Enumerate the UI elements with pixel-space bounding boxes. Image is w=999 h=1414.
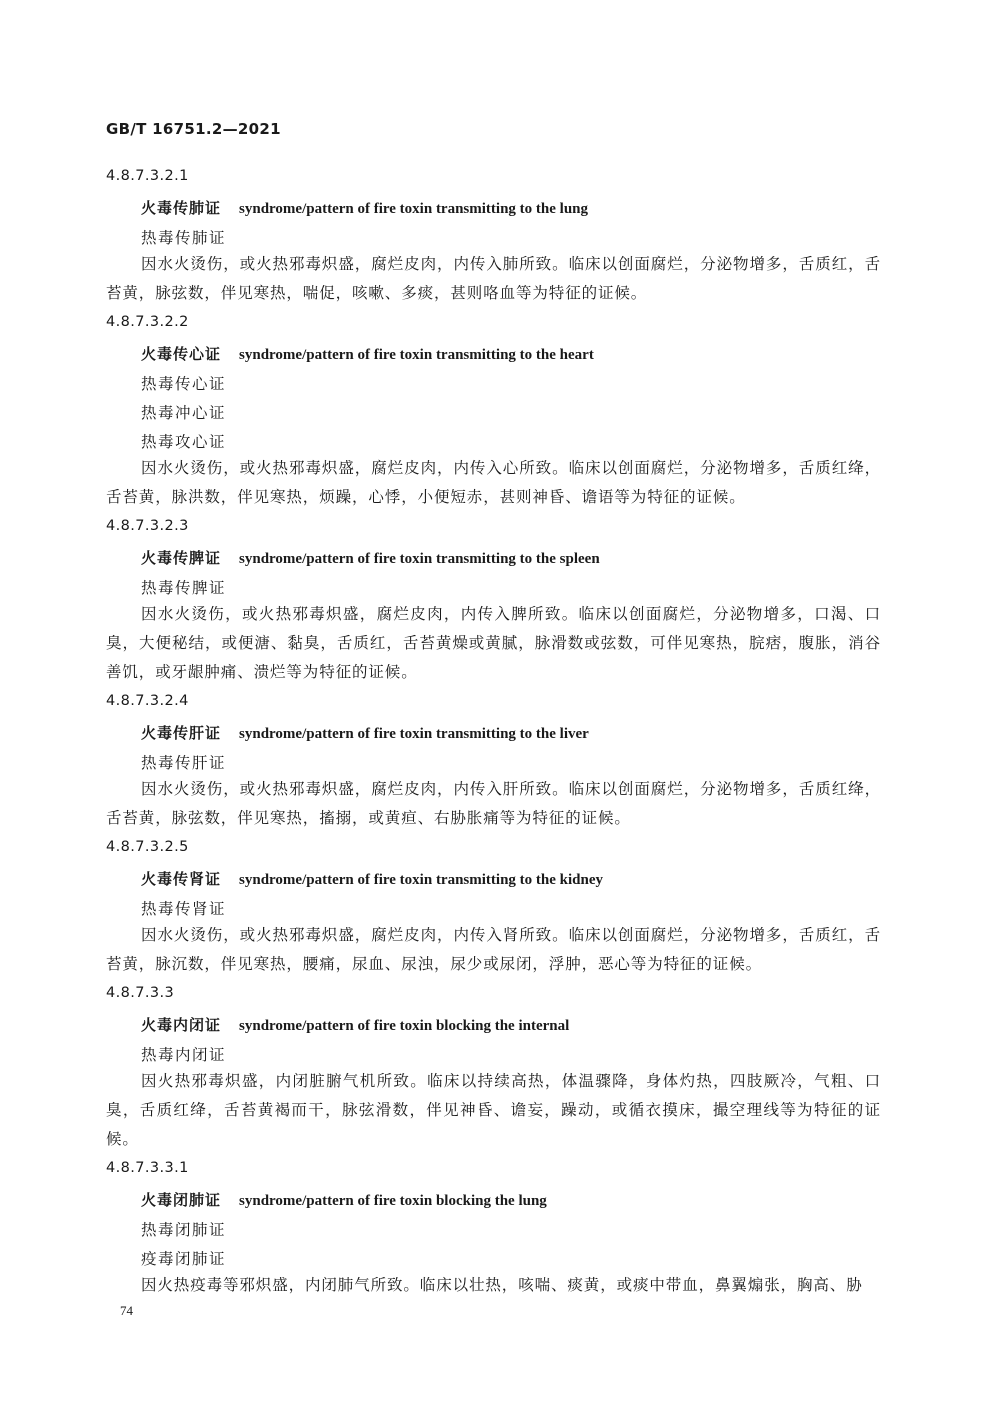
term-chinese: 火毒传肝证 — [141, 724, 222, 742]
term-english: syndrome/pattern of fire toxin blocking the internal — [239, 1018, 570, 1034]
page-number: 74 — [120, 1303, 133, 1318]
definition: 因水火烫伤，或火热邪毒炽盛，腐烂皮肉，内传入心所致。临床以创面腐烂，分泌物增多，舌质红绛，舌苔黄，脉洪数，伴见寒热，烦躁，心悸，小便短赤，甚则神昏、谵语等为特征的证候。 — [106, 459, 881, 506]
term-chinese: 火毒闭肺证 — [141, 1191, 222, 1209]
term-english: syndrome/pattern of fire toxin transmitting to the kidney — [239, 872, 604, 888]
synonym: 热毒冲心证 — [141, 404, 227, 422]
term-english: syndrome/pattern of fire toxin transmitting to the lung — [239, 201, 589, 217]
term-heading — [141, 1189, 547, 1210]
term-chinese: 火毒传脾证 — [141, 549, 222, 567]
synonym: 热毒闭肺证 — [141, 1221, 227, 1239]
section-number: 4.8.7.3.2.2 — [106, 314, 189, 330]
section-number: 4.8.7.3.3 — [106, 985, 175, 1001]
synonym: 热毒传肝证 — [141, 754, 227, 772]
section-number: 4.8.7.3.2.1 — [106, 168, 189, 184]
term-english: syndrome/pattern of fire toxin blocking the lung — [239, 1193, 547, 1209]
synonym: 热毒内闭证 — [141, 1046, 227, 1064]
term-english: syndrome/pattern of fire toxin transmitting to the heart — [239, 347, 594, 363]
synonym: 热毒传肺证 — [141, 229, 227, 247]
section-number: 4.8.7.3.2.5 — [106, 839, 189, 855]
term-chinese: 火毒传肾证 — [141, 870, 222, 888]
definition: 因火热疫毒等邪炽盛，内闭肺气所致。临床以壮热，咳喘、痰黄，或痰中带血，鼻翼煽张，胸高、胁 — [141, 1276, 863, 1294]
definition: 因水火烫伤，或火热邪毒炽盛，腐烂皮肉，内传入肺所致。临床以创面腐烂，分泌物增多，舌质红，舌苔黄，脉弦数，伴见寒热，喘促，咳嗽、多痰，甚则咯血等为特征的证候。 — [106, 255, 881, 302]
definition: 因火热邪毒炽盛，内闭脏腑气机所致。临床以持续高热，体温骤降，身体灼热，四肢厥冷，气粗、口臭，舌质红绛，舌苔黄褐而干，脉弦滑数，伴见神昏、谵妄，躁动，或循衣摸床，撮空理线等为特征的证候。 — [106, 1072, 881, 1148]
synonym: 热毒攻心证 — [141, 433, 227, 451]
term-heading — [141, 722, 589, 743]
term-heading — [141, 547, 600, 568]
term-english: syndrome/pattern of fire toxin transmitting to the liver — [239, 726, 589, 742]
section-number: 4.8.7.3.3.1 — [106, 1160, 189, 1176]
synonym: 热毒传肾证 — [141, 900, 227, 918]
term-chinese: 火毒传心证 — [141, 345, 222, 363]
section-number: 4.8.7.3.2.4 — [106, 693, 189, 709]
term-english: syndrome/pattern of fire toxin transmitting to the spleen — [239, 551, 600, 567]
definition: 因水火烫伤，或火热邪毒炽盛，腐烂皮肉，内传入肝所致。临床以创面腐烂，分泌物增多，舌质红绛，舌苔黄，脉弦数，伴见寒热，搐搦，或黄疸、右胁胀痛等为特征的证候。 — [106, 780, 881, 827]
section-number: 4.8.7.3.2.3 — [106, 518, 189, 534]
term-heading — [141, 197, 588, 218]
term-heading — [141, 343, 594, 364]
term-chinese: 火毒传肺证 — [141, 199, 222, 217]
synonym: 热毒传心证 — [141, 375, 227, 393]
term-heading — [141, 1014, 569, 1035]
synonym: 热毒传脾证 — [141, 579, 227, 597]
term-chinese: 火毒内闭证 — [141, 1016, 222, 1034]
term-heading — [141, 868, 603, 889]
standard-code: GB/T 16751.2—2021 — [106, 120, 281, 138]
synonym: 疫毒闭肺证 — [141, 1250, 227, 1268]
definition: 因水火烫伤，或火热邪毒炽盛，腐烂皮肉，内传入脾所致。临床以创面腐烂，分泌物增多，口渴、口臭，大便秘结，或便溏、黏臭，舌质红，舌苔黄燥或黄腻，脉滑数或弦数，可伴见寒热，脘痞，腹胀，消谷善饥，或牙龈肿痛、溃烂等为特征的证候。 — [106, 605, 881, 681]
definition: 因水火烫伤，或火热邪毒炽盛，腐烂皮肉，内传入肾所致。临床以创面腐烂，分泌物增多，舌质红，舌苔黄，脉沉数，伴见寒热，腰痛，尿血、尿浊，尿少或尿闭，浮肿，恶心等为特征的证候。 — [106, 926, 881, 973]
